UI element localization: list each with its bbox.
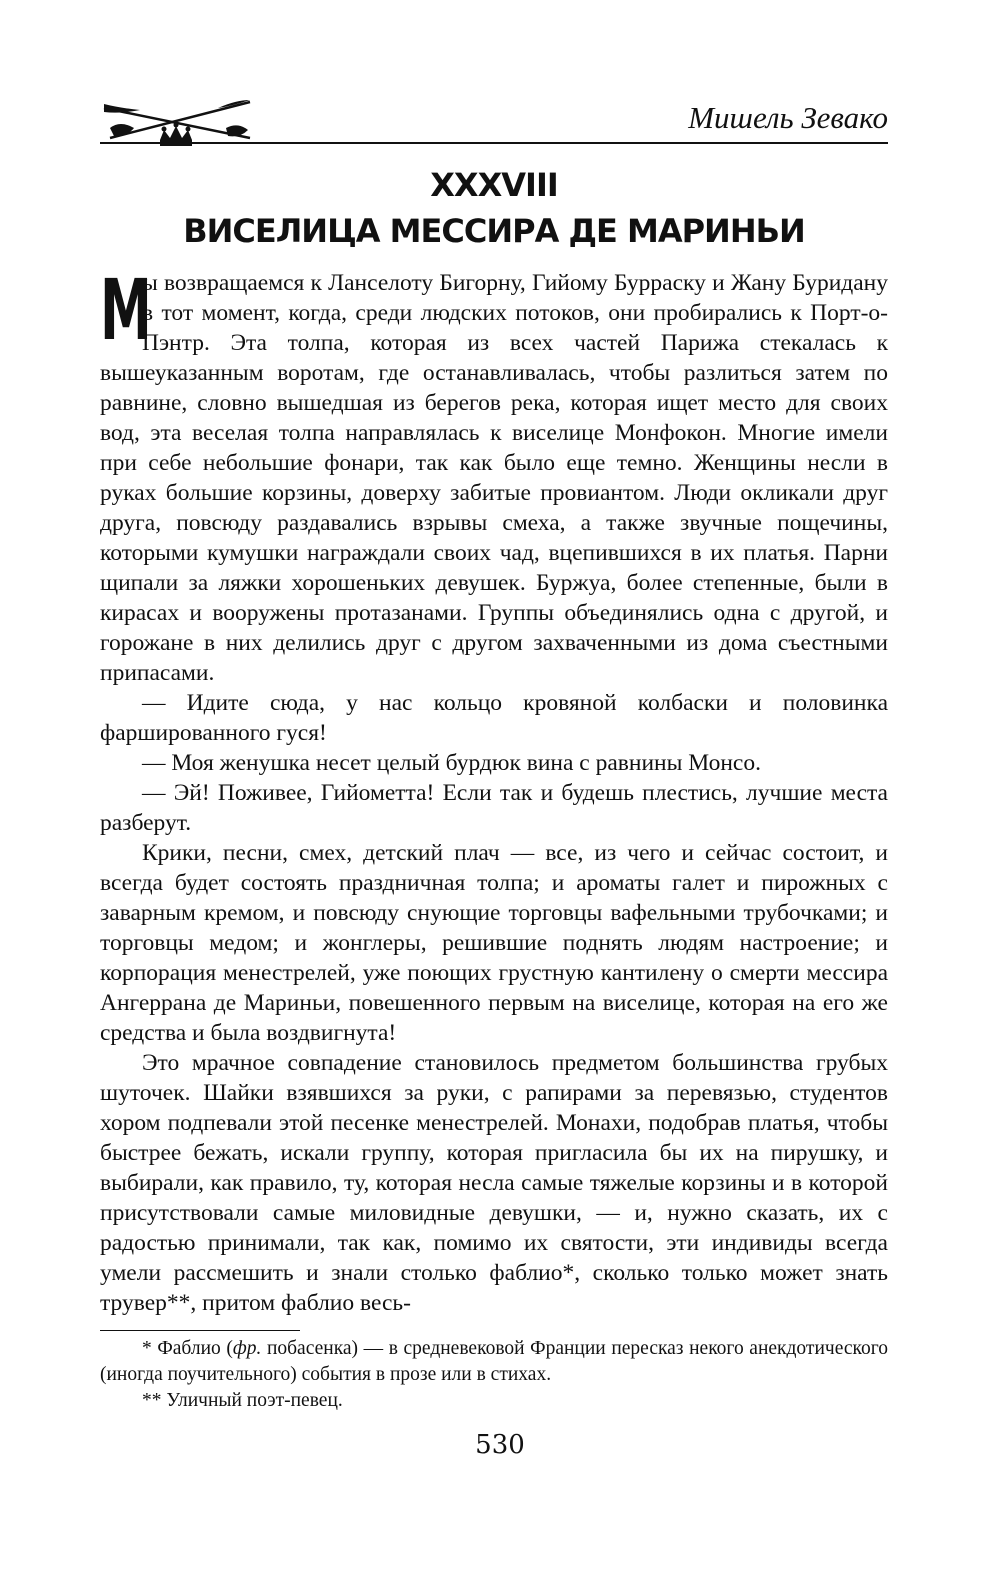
footnote-rule — [100, 1330, 300, 1331]
paragraph: Это мрачное совпадение становилось предметом большинства грубых шуточек. Шайки взявшихся за руки, с рапирами за перевязью, студентов хором подпевали этой песенке менестрелей. Монахи, подобрав платья, чтобы быстрее бежать, искали группу, которая пригласила бы их на пирушку, и выбирали, как правило, ту, которая несла самые тяжелые корзины и в которой присутствовали самые миловидные девушки, — и, нужно сказать, их с радостью принимали, так как, помимо их святости, эти индивиды всегда умели рассмешить и знали столько фаблио*, сколько только может знать трувер**, притом фаблио весь- — [100, 1050, 888, 1316]
drop-cap: М — [100, 261, 152, 359]
paragraph: М ы возвращаемся к Ланселоту Бигорну, Гийому Бурраску и Жану Буридану в тот момент, когда, среди людских потоков, они пробирались к Порт-о-Пэнтр. Эта толпа, которая из всех частей Парижа стекалась к вышеуказанным воротам, где останавливалась, чтобы разлиться затем по равнине, словно вышедшая из берегов река, которая ищет место для своих вод, эта веселая толпа направлялась к виселице Монфокон. Многие имели при себе небольшие фонари, так как было еще темно. Женщины несли в руках большие корзины, доверху забитые провиантом. Люди окликали друг друга, повсюду раздавались взрывы смеха, а также звучные пощечины, которыми кумушки награждали своих чад, вцепившихся в их платья. Парни щипали за ляжки хорошеньких девушек. Буржуа, более степенные, были в кирасах и вооружены протазанами. Группы объединялись одна с другой, и горожане в них делились друг с другом захваченными из дома съестными припасами. — [100, 261, 888, 686]
paragraph: — Идите сюда, у нас кольцо кровяной колбаски и половинка фаршированного гуся! — [100, 690, 888, 746]
body-text — [100, 261, 888, 1318]
footnotes — [100, 1336, 888, 1414]
header-rule — [100, 142, 888, 144]
running-header-author: Мишель Зевако — [688, 100, 888, 135]
paragraph: Крики, песни, смех, детский плач — все, из чего и сейчас состоит, и всегда будет состоять праздничная толпа; и ароматы галет и пирожных с заварным кремом, и повсюду снующие торговцы вафельными трубочками; и торговцы медом; и жонглеры, решившие поднять людям настроение; и корпорация менестрелей, уже поющих грустную кантилену о смерти мессира Ангеррана де Мариньи, повешенного первым на виселице, которая на его же средства и была воздвигнута! — [100, 840, 888, 1046]
chapter-number: XXXVIII — [430, 166, 558, 204]
footnote: * Фаблио (фр. побасенка) — в средневековой Франции пересказ некого анекдотического (иногда поучительного) события в прозе или в стихах. — [100, 1338, 888, 1385]
paragraph: — Моя женушка несет целый бурдюк вина с равнины Монсо. — [142, 750, 761, 776]
paragraph: — Эй! Поживее, Гийометта! Если так и будешь плестись, лучшие места разберут. — [100, 780, 888, 836]
footnote: ** Уличный поэт-певец. — [142, 1390, 343, 1411]
page-number: 530 — [475, 1430, 525, 1460]
crossed-swords-crown-ornament-icon — [100, 94, 260, 156]
chapter-title: ВИСЕЛИЦА МЕССИРА ДЕ МАРИНЬИ — [183, 212, 805, 250]
